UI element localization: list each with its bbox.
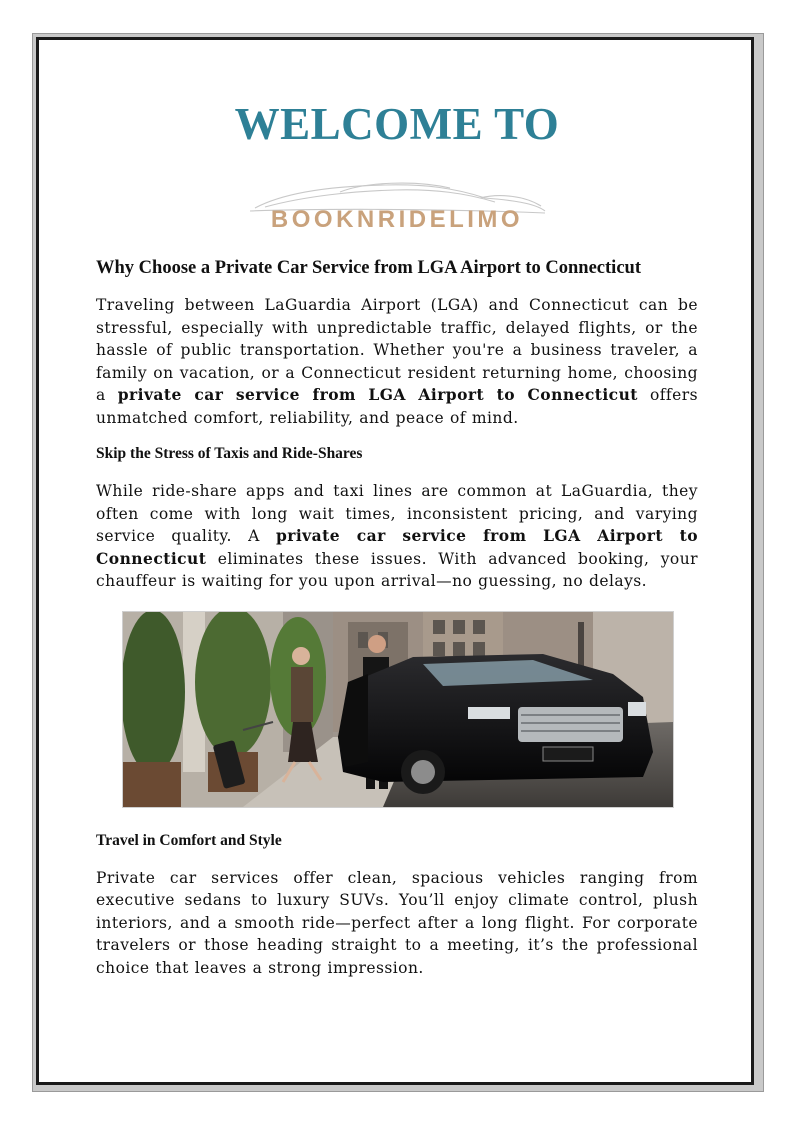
intro-keyword: private car service from LGA Airport to Connecticut <box>117 385 638 404</box>
chauffeur-car-photo <box>122 611 674 808</box>
section2-heading: Travel in Comfort and Style <box>96 831 282 849</box>
welcome-heading: WELCOME TO <box>234 99 560 149</box>
intro-paragraph: Traveling between LaGuardia Airport (LGA) and Connecticut can be stressful, especially with unpredictable traffic, delayed flights, or the hassle of public transportation. Whether you're a business traveler, a family on vacation, or a Connecticut resident returning home, choosing a private car service from LGA Airport to Connecticut offers unmatched comfort, reliability, and peace of mind. <box>96 296 698 427</box>
article <box>96 258 698 995</box>
section2-paragraph: Private car services offer clean, spacious vehicles ranging from executive sedans to luxury SUVs. You’ll enjoy climate control, plush interiors, and a smooth ride—perfect after a long flight. For corporate travelers or those heading straight to a meeting, it’s the professional choice that leaves a strong impression. <box>96 868 698 977</box>
section1-heading: Skip the Stress of Taxis and Ride-Shares <box>96 445 363 462</box>
section1-paragraph: While ride-share apps and taxi lines are common at LaGuardia, they often come with long wait times, inconsistent pricing, and varying service quality. A private car service from LGA Airport to Connecticut eliminates these issues. With advanced booking, your chauffeur is waiting for you upon arrival—no guessing, no delays. <box>96 482 698 590</box>
section1-keyword: private car service from LGA Airport to Connecticut <box>96 526 698 568</box>
booknridelimo-logo <box>245 178 550 236</box>
logo-text: BOOKNRIDELIMO <box>270 206 524 233</box>
article-title: Why Choose a Private Car Service from LGA Airport to Connecticut <box>96 258 641 278</box>
